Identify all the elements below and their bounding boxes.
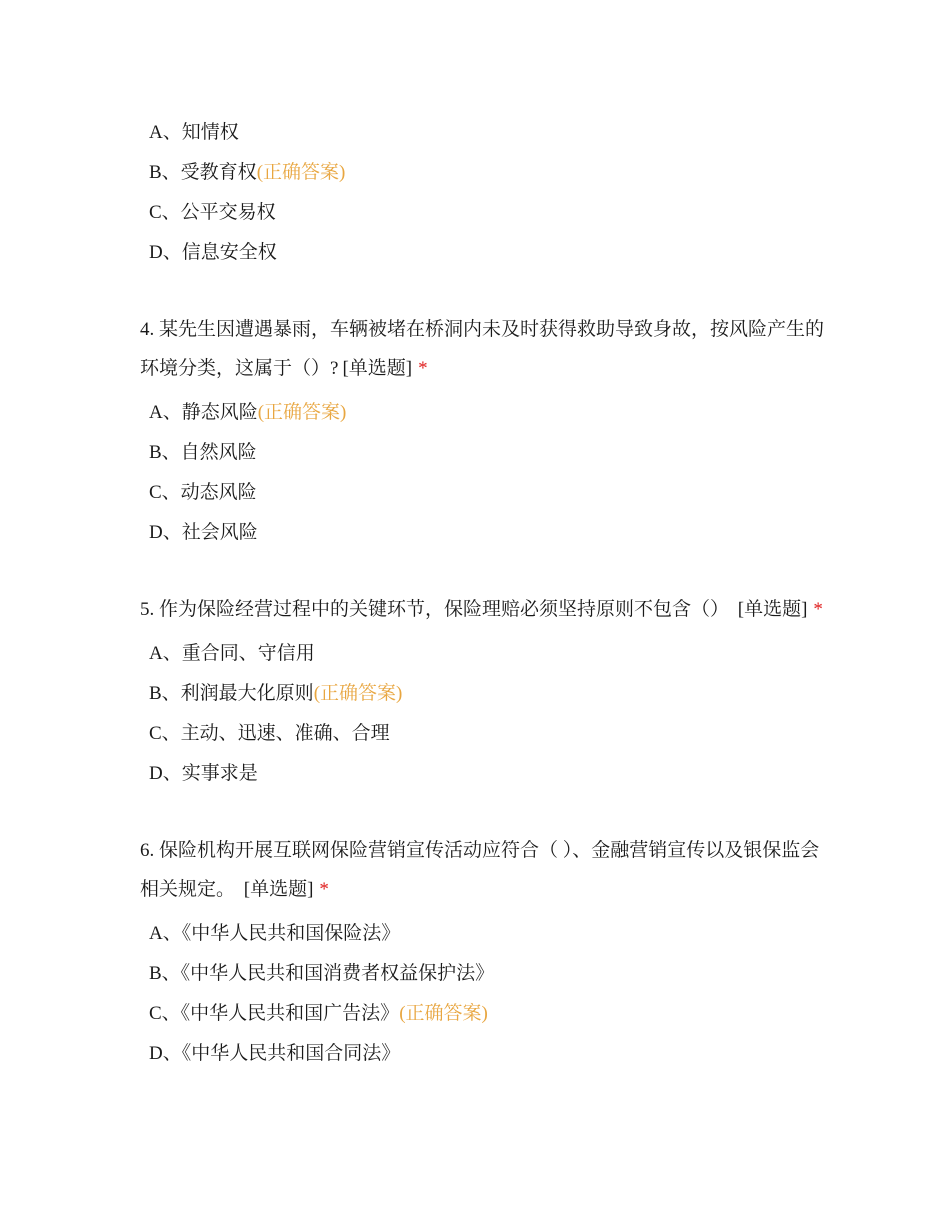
options-list xyxy=(140,113,830,273)
option-d[interactable] xyxy=(140,1034,830,1074)
options-list xyxy=(140,634,830,794)
question-title xyxy=(140,831,830,909)
option-d[interactable] xyxy=(140,754,830,794)
question-type: [单选题] xyxy=(243,879,314,900)
option-text: D、实事求是 xyxy=(149,763,258,784)
option-c[interactable] xyxy=(140,473,830,513)
correct-answer-badge: (正确答案) xyxy=(256,162,346,183)
question-type: [单选题] xyxy=(737,599,808,620)
options-list xyxy=(140,914,830,1074)
option-text: D、信息安全权 xyxy=(149,242,277,263)
question-type: [单选题] xyxy=(342,358,413,379)
correct-answer-badge: (正确答案) xyxy=(399,1003,488,1024)
option-c[interactable] xyxy=(140,193,830,233)
option-text: B、《中华人民共和国消费者权益保护法》 xyxy=(149,963,495,984)
question-text: 5. 作为保险经营过程中的关键环节，保险理赔必须坚持原则不包含（） xyxy=(140,599,734,620)
question-title xyxy=(140,590,830,629)
option-c[interactable] xyxy=(140,714,830,754)
required-marker: * xyxy=(319,879,329,900)
option-d[interactable] xyxy=(140,513,830,553)
question-4 xyxy=(140,310,830,553)
option-text: D、《中华人民共和国合同法》 xyxy=(149,1043,401,1064)
option-text: A、知情权 xyxy=(149,122,239,143)
correct-answer-badge: (正确答案) xyxy=(313,683,403,704)
option-a[interactable] xyxy=(140,393,830,433)
question-title xyxy=(140,310,830,388)
option-text: C、主动、迅速、准确、合理 xyxy=(149,723,390,744)
question-text: 4. 某先生因遭遇暴雨，车辆被堵在桥洞内未及时获得救助导致身故，按风险产生的环境分类，这属于（）? xyxy=(140,319,825,379)
option-a[interactable] xyxy=(140,113,830,153)
option-text: B、受教育权 xyxy=(149,162,257,183)
option-text: A、静态风险 xyxy=(149,402,258,423)
options-list xyxy=(140,393,830,553)
question-text: 6. 保险机构开展互联网保险营销宣传活动应符合（ ）、金融营销宣传以及银保监会相关规定。 xyxy=(140,840,820,900)
question-6 xyxy=(140,831,830,1074)
option-b[interactable] xyxy=(140,954,830,994)
option-text: C、公平交易权 xyxy=(149,202,276,223)
option-text: C、动态风险 xyxy=(149,482,257,503)
option-text: B、利润最大化原则 xyxy=(149,683,314,704)
correct-answer-badge: (正确答案) xyxy=(257,402,347,423)
question-5 xyxy=(140,590,830,794)
option-d[interactable] xyxy=(140,233,830,273)
option-text: A、《中华人民共和国保险法》 xyxy=(149,923,401,944)
option-c[interactable] xyxy=(140,994,830,1034)
required-marker: * xyxy=(813,599,823,620)
option-a[interactable] xyxy=(140,634,830,674)
option-b[interactable] xyxy=(140,674,830,714)
option-b[interactable] xyxy=(140,153,830,193)
option-text: A、重合同、守信用 xyxy=(149,643,315,664)
option-text: D、社会风险 xyxy=(149,522,258,543)
question-3 xyxy=(140,113,830,273)
option-text: C、《中华人民共和国广告法》 xyxy=(149,1003,400,1024)
option-text: B、自然风险 xyxy=(149,442,257,463)
option-b[interactable] xyxy=(140,433,830,473)
option-a[interactable] xyxy=(140,914,830,954)
required-marker: * xyxy=(418,358,428,379)
